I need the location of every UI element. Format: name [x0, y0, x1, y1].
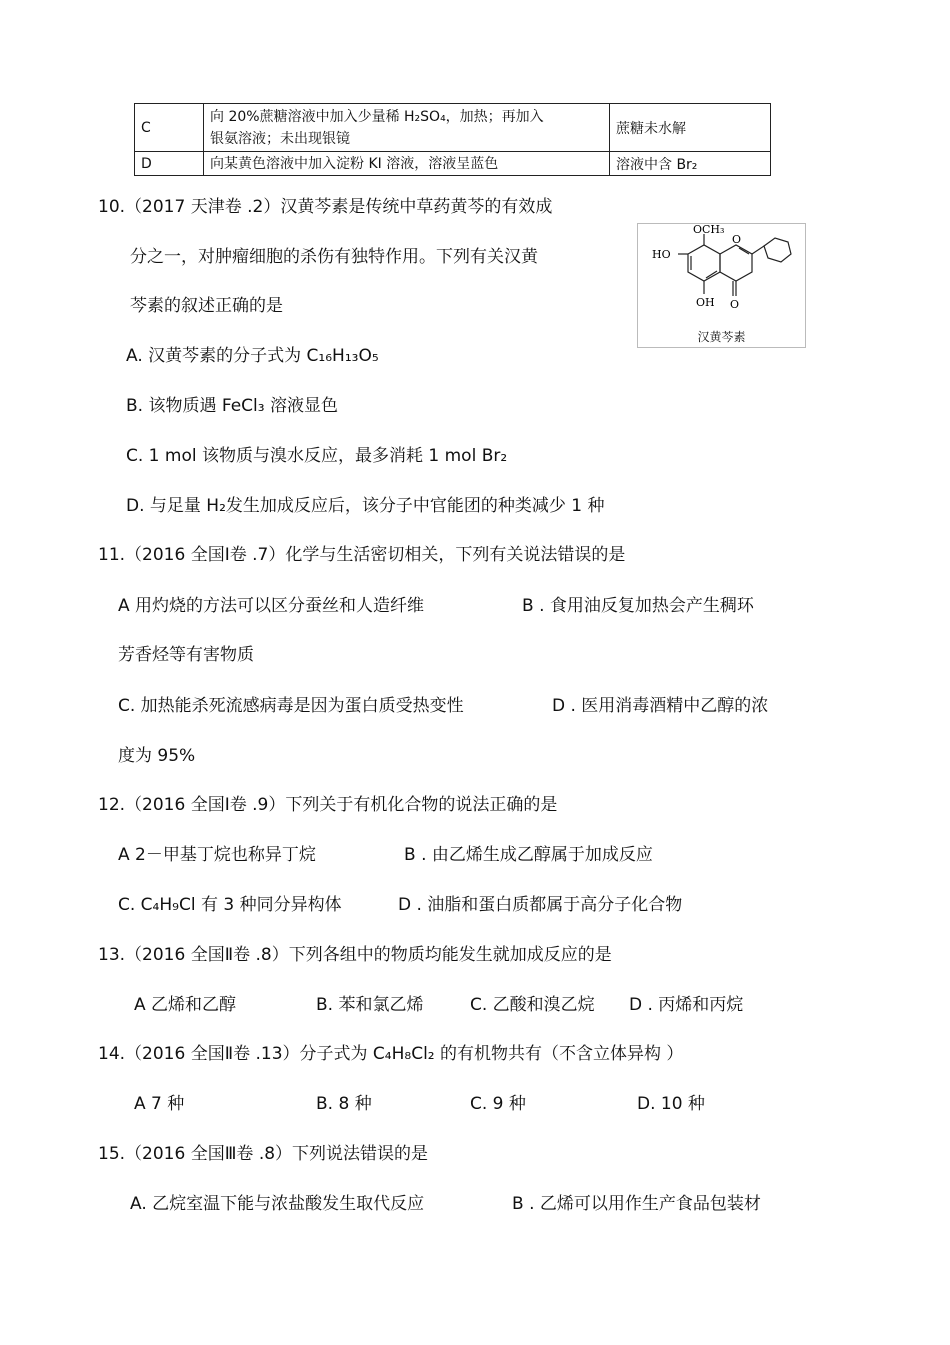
question-11-stem: 11.（2016 全国Ⅰ卷 .7）化学与生活密切相关，下列有关说法错误的是 [98, 545, 626, 565]
option-c: C. 乙酸和溴乙烷 [470, 995, 595, 1015]
option-c: C. 加热能杀死流感病毒是因为蛋白质受热变性 [118, 696, 464, 716]
option-d: D. 与足量 H₂发生加成反应后，该分子中官能团的种类减少 1 种 [126, 496, 605, 516]
methoxy-label: OCH₃ [693, 224, 725, 236]
answer-table [134, 103, 771, 176]
keto-oxygen-label: O [730, 298, 740, 311]
structure-figure [637, 223, 806, 348]
question-10-stem: 分之一，对肿瘤细胞的杀伤有独特作用。下列有关汉黄 [130, 247, 538, 267]
row-operation: 向某黄色溶液中加入淀粉 KI 溶液，溶液呈蓝色 [204, 152, 610, 176]
hydroxy-label: HO [652, 248, 671, 261]
operation-line: 银氨溶液；未出现银镜 [210, 130, 350, 147]
option-b: B. 该物质遇 FeCl₃ 溶液显色 [126, 396, 338, 416]
molecule-diagram [638, 224, 805, 324]
table-row [135, 104, 771, 152]
option-d: D . 医用消毒酒精中乙醇的浓 [552, 696, 769, 716]
ring-oxygen-label: O [732, 233, 742, 246]
structure-caption: 汉黄芩素 [697, 330, 746, 344]
option-a: A 7 种 [134, 1094, 185, 1114]
operation-line: 向 20%蔗糖溶液中加入少量稀 H₂SO₄，加热；再加入 [210, 108, 544, 125]
option-a: A. 汉黄芩素的分子式为 C₁₆H₁₃O₅ [126, 346, 379, 366]
row-operation [204, 104, 610, 152]
row-label: C [135, 104, 204, 152]
question-10-stem: 10.（2017 天津卷 .2）汉黄芩素是传统中草药黄芩的有效成 [98, 197, 553, 217]
option-d: D . 丙烯和丙烷 [629, 995, 744, 1015]
option-a: A 乙烯和乙醇 [134, 995, 237, 1015]
option-c: C. 9 种 [470, 1094, 526, 1114]
question-12-stem: 12.（2016 全国Ⅰ卷 .9）下列关于有机化合物的说法正确的是 [98, 795, 558, 815]
row-conclusion: 蔗糖未水解 [610, 104, 771, 152]
option-d: D . 油脂和蛋白质都属于高分子化合物 [398, 895, 683, 915]
option-b: B. 8 种 [316, 1094, 372, 1114]
option-c: C. 1 mol 该物质与溴水反应，最多消耗 1 mol Br₂ [126, 446, 508, 466]
question-15-stem: 15.（2016 全国Ⅲ卷 .8）下列说法错误的是 [98, 1144, 429, 1164]
row-conclusion: 溶液中含 Br₂ [610, 152, 771, 176]
option-b-continued: 芳香烃等有害物质 [118, 645, 254, 665]
option-a: A 用灼烧的方法可以区分蚕丝和人造纤维 [118, 596, 425, 616]
table-row [135, 152, 771, 176]
option-b: B . 由乙烯生成乙醇属于加成反应 [404, 845, 653, 865]
option-b: B . 乙烯可以用作生产食品包装材 [512, 1194, 761, 1214]
option-d-continued: 度为 95% [118, 746, 196, 766]
option-b: B. 苯和氯乙烯 [316, 995, 424, 1015]
option-a: A. 乙烷室温下能与浓盐酸发生取代反应 [130, 1194, 425, 1214]
row-label: D [135, 152, 204, 176]
option-a: A 2－甲基丁烷也称异丁烷 [118, 845, 316, 865]
hydroxy-label: OH [696, 296, 715, 309]
question-10-stem: 芩素的叙述正确的是 [130, 296, 283, 316]
question-14-stem: 14.（2016 全国Ⅱ卷 .13）分子式为 C₄H₈Cl₂ 的有机物共有（不含立体异构 ） [98, 1044, 684, 1064]
option-d: D. 10 种 [637, 1094, 705, 1114]
question-13-stem: 13.（2016 全国Ⅱ卷 .8）下列各组中的物质均能发生就加成反应的是 [98, 945, 612, 965]
option-b: B . 食用油反复加热会产生稠环 [522, 596, 754, 616]
option-c: C. C₄H₉Cl 有 3 种同分异构体 [118, 895, 342, 915]
